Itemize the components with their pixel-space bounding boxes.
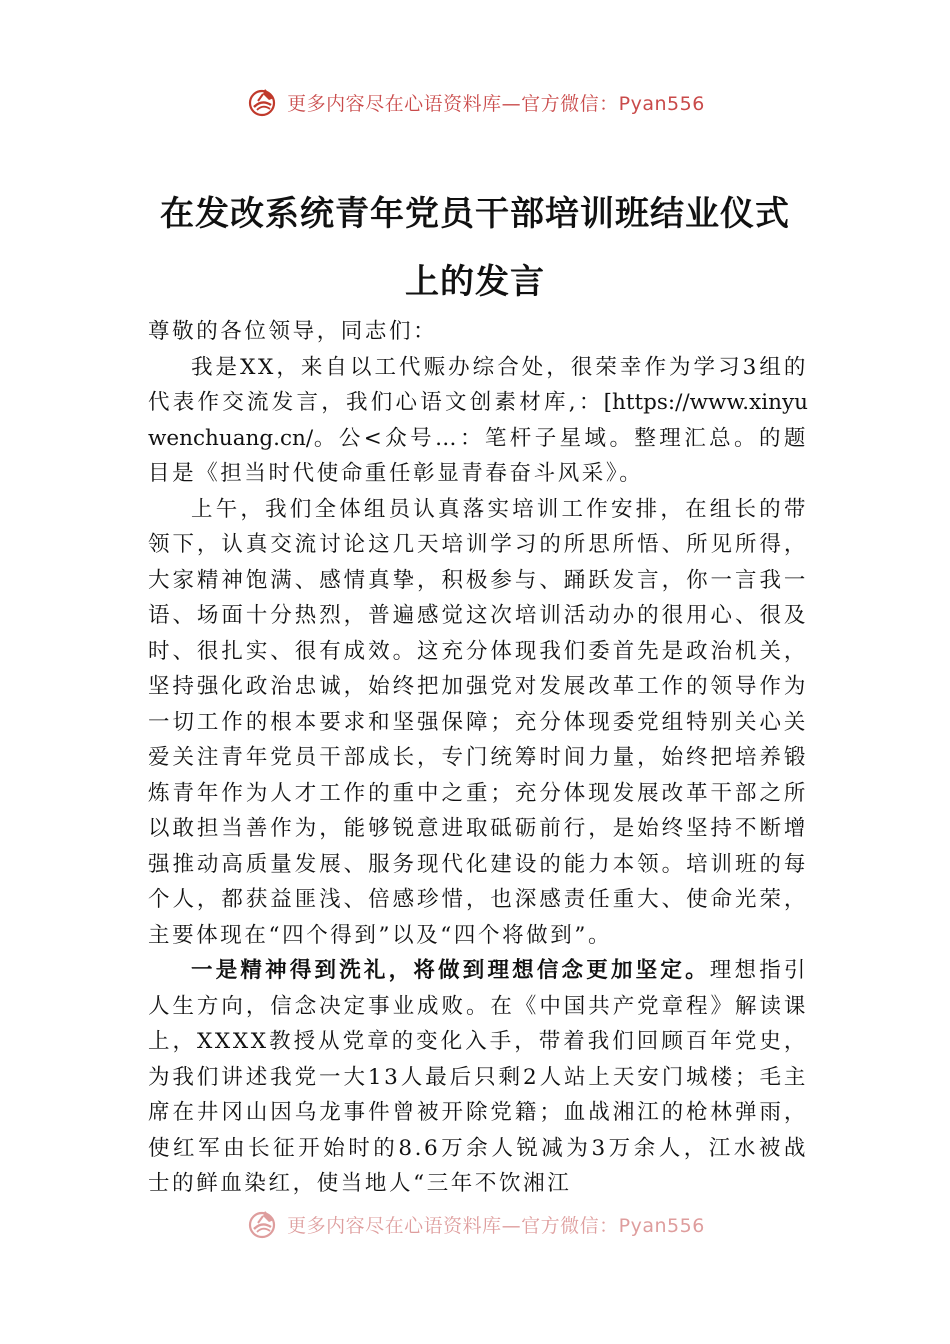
- header-watermark-banner: [0, 84, 950, 120]
- point-one-heading: 一是精神得到洗礼，将做到理想信念更加坚定。: [191, 958, 710, 983]
- intro-text-continued: 。公<众号…：笔杆子星域。整理汇总。的题目是《担当时代使命重任彰显青春奋斗风采》。: [148, 425, 808, 486]
- paragraph-intro: [148, 350, 808, 492]
- footer-watermark-banner: [0, 1206, 950, 1242]
- watermark-text: 更多内容尽在心语资料库—官方微信：Pyan556: [287, 1214, 705, 1237]
- paragraph-point-one: [148, 953, 808, 1202]
- salutation: 尊敬的各位领导，同志们：: [148, 319, 438, 344]
- title-line-2: 上的发言: [405, 262, 545, 302]
- intro-text: 我是XX，来自以工代赈办综合处，很荣幸作为学习3组的代表作交流发言，我们心语文创素材库,：: [148, 354, 808, 415]
- title-line-1: 在发改系统青年党员干部培训班结业仪式: [160, 194, 790, 234]
- point-one-text: 理想指引人生方向，信念决定事业成败。在《中国共产党章程》解读课上，XXXX教授从党章的变化入手，带着我们回顾百年党史，为我们讲述我党一大13人最后只剩2人站上天安门城楼；毛主席在井冈山因乌龙事件曾被开除党籍；血战湘江的枪林弹雨，使红军由长征开始时的8.6万余人锐减为3万余人，江水被战士的鲜血染红，使当地人“三年不饮湘江: [148, 958, 808, 1196]
- book-pen-logo-icon: [245, 85, 279, 119]
- book-pen-logo-icon: [245, 1207, 279, 1241]
- paragraph-morning-summary: 上午，我们全体组员认真落实培训工作安排，在组长的带领下，认真交流讨论这几天培训学习的所思所悟、所见所得，大家精神饱满、感情真挚，积极参与、踊跃发言，你一言我一语、场面十分热烈，普遍感觉这次培训活动办的很用心、很及时、很扎实、很有成效。这充分体现我们委首先是政治机关，坚持强化政治忠诚，始终把加强党对发展改革工作的领导作为一切工作的根本要求和坚强保障；充分体现委党组特别关心关爱关注青年党员干部成长，专门统筹时间力量，始终把培养锻炼青年作为人才工作的重中之重；充分体现发展改革干部之所以敢担当善作为，能够锐意进取砥砺前行，是始终坚持不断增强推动高质量发展、服务现代化建设的能力本领。培训班的每个人，都获益匪浅、倍感珍惜，也深感责任重大、使命光荣，主要体现在“四个得到”以及“四个将做到”。: [148, 496, 808, 948]
- website-link-text: [https://www.xinyuwenchuang.cn/: [148, 390, 808, 451]
- document-body: [148, 314, 808, 1218]
- watermark-text: 更多内容尽在心语资料库—官方微信：Pyan556: [287, 92, 705, 115]
- document-title: [130, 180, 820, 316]
